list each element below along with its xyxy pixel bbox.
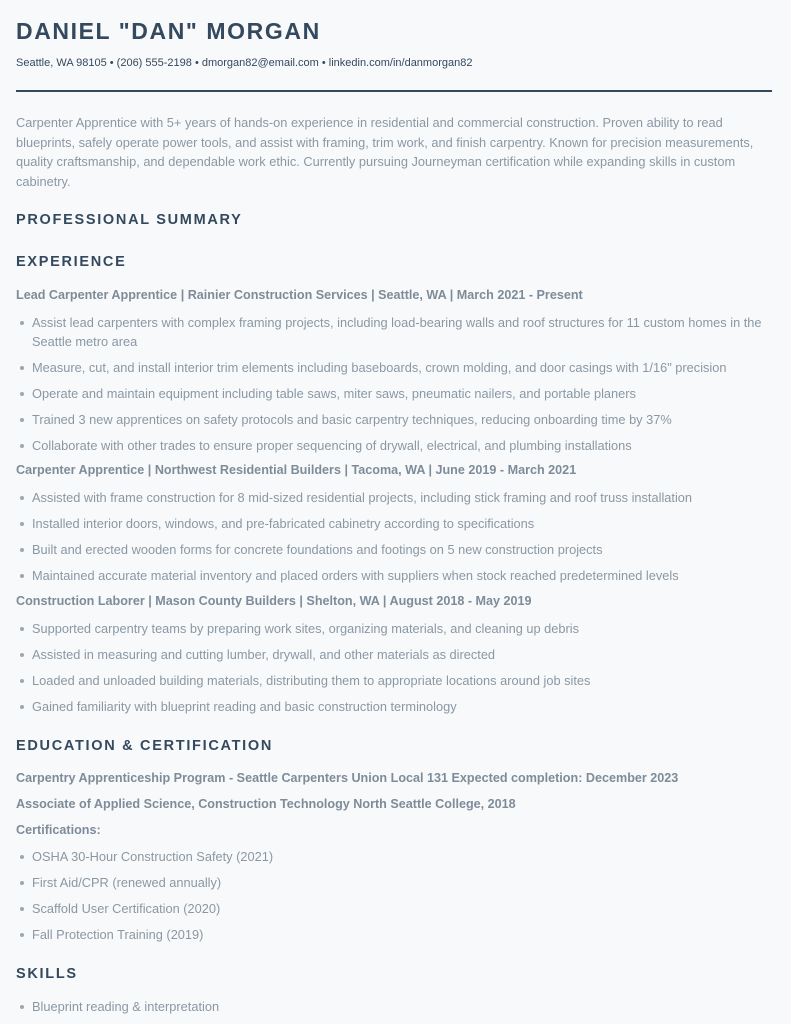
section-title-skills: SKILLS (16, 966, 78, 982)
contact-line: Seattle, WA 98105 • (206) 555-2198 • dmorgan82@email.com • linkedin.com/in/danmorgan82 (16, 57, 473, 69)
header-divider (16, 90, 772, 92)
list-item: Trained 3 new apprentices on safety protocols and basic carpentry techniques, reducing onboarding time by 37% (16, 410, 776, 429)
certifications-label: Certifications: (16, 823, 101, 837)
certifications-list (16, 847, 776, 951)
list-item: Blueprint reading & interpretation (16, 997, 776, 1016)
list-item: Gained familiarity with blueprint reading and basic construction terminology (16, 697, 776, 716)
job-title-1: Lead Carpenter Apprentice | Rainier Construction Services | Seattle, WA | March 2021 - Present (16, 288, 583, 302)
education-program: Carpentry Apprenticeship Program - Seattle Carpenters Union Local 131 Expected completion: December 2023 (16, 771, 679, 785)
education-degree: Associate of Applied Science, Construction Technology North Seattle College, 2018 (16, 797, 516, 811)
list-item: Fall Protection Training (2019) (16, 925, 776, 944)
list-item: Maintained accurate material inventory and placed orders with suppliers when stock reached predetermined levels (16, 566, 776, 585)
list-item: First Aid/CPR (renewed annually) (16, 873, 776, 892)
list-item: Operate and maintain equipment including table saws, miter saws, pneumatic nailers, and portable planers (16, 384, 776, 403)
list-item: Loaded and unloaded building materials, distributing them to appropriate locations around job sites (16, 671, 776, 690)
candidate-name: DANIEL "DAN" MORGAN (16, 18, 321, 44)
list-item: Scaffold User Certification (2020) (16, 899, 776, 918)
list-item: OSHA 30-Hour Construction Safety (2021) (16, 847, 776, 866)
job-title-2: Carpenter Apprentice | Northwest Residential Builders | Tacoma, WA | June 2019 - March 2021 (16, 463, 577, 477)
list-item: Installed interior doors, windows, and pre-fabricated cabinetry according to specifications (16, 514, 776, 533)
section-title-professional-summary: PROFESSIONAL SUMMARY (16, 212, 243, 228)
list-item: Collaborate with other trades to ensure proper sequencing of drywall, electrical, and plumbing installations (16, 436, 776, 455)
job-title-3: Construction Laborer | Mason County Builders | Shelton, WA | August 2018 - May 2019 (16, 594, 532, 608)
summary-paragraph: Carpenter Apprentice with 5+ years of hands-on experience in residential and commercial construction. Proven ability to read blueprints, safely operate power tools, and assist with framing, trim work, and finish carpentry. Known for precision measurements, quality craftsmanship, and dependable work ethic. Currently pursuing Journeyman certification while expanding skills in custom cabinetry. (16, 115, 754, 189)
list-item: Supported carpentry teams by preparing work sites, organizing materials, and cleaning up debris (16, 619, 776, 638)
job-3-bullets (16, 619, 776, 723)
job-1-bullets (16, 313, 776, 462)
list-item: Assisted with frame construction for 8 mid-sized residential projects, including stick framing and roof truss installation (16, 488, 776, 507)
section-title-experience: EXPERIENCE (16, 254, 127, 270)
skills-list (16, 997, 776, 1016)
list-item: Assisted in measuring and cutting lumber, drywall, and other materials as directed (16, 645, 776, 664)
job-2-bullets (16, 488, 776, 592)
list-item: Measure, cut, and install interior trim elements including baseboards, crown molding, and door casings with 1/16" precision (16, 358, 776, 377)
section-title-education: EDUCATION & CERTIFICATION (16, 738, 274, 754)
list-item: Built and erected wooden forms for concrete foundations and footings on 5 new construction projects (16, 540, 776, 559)
list-item: Assist lead carpenters with complex framing projects, including load-bearing walls and roof structures for 11 custom homes in the Seattle metro area (16, 313, 776, 351)
